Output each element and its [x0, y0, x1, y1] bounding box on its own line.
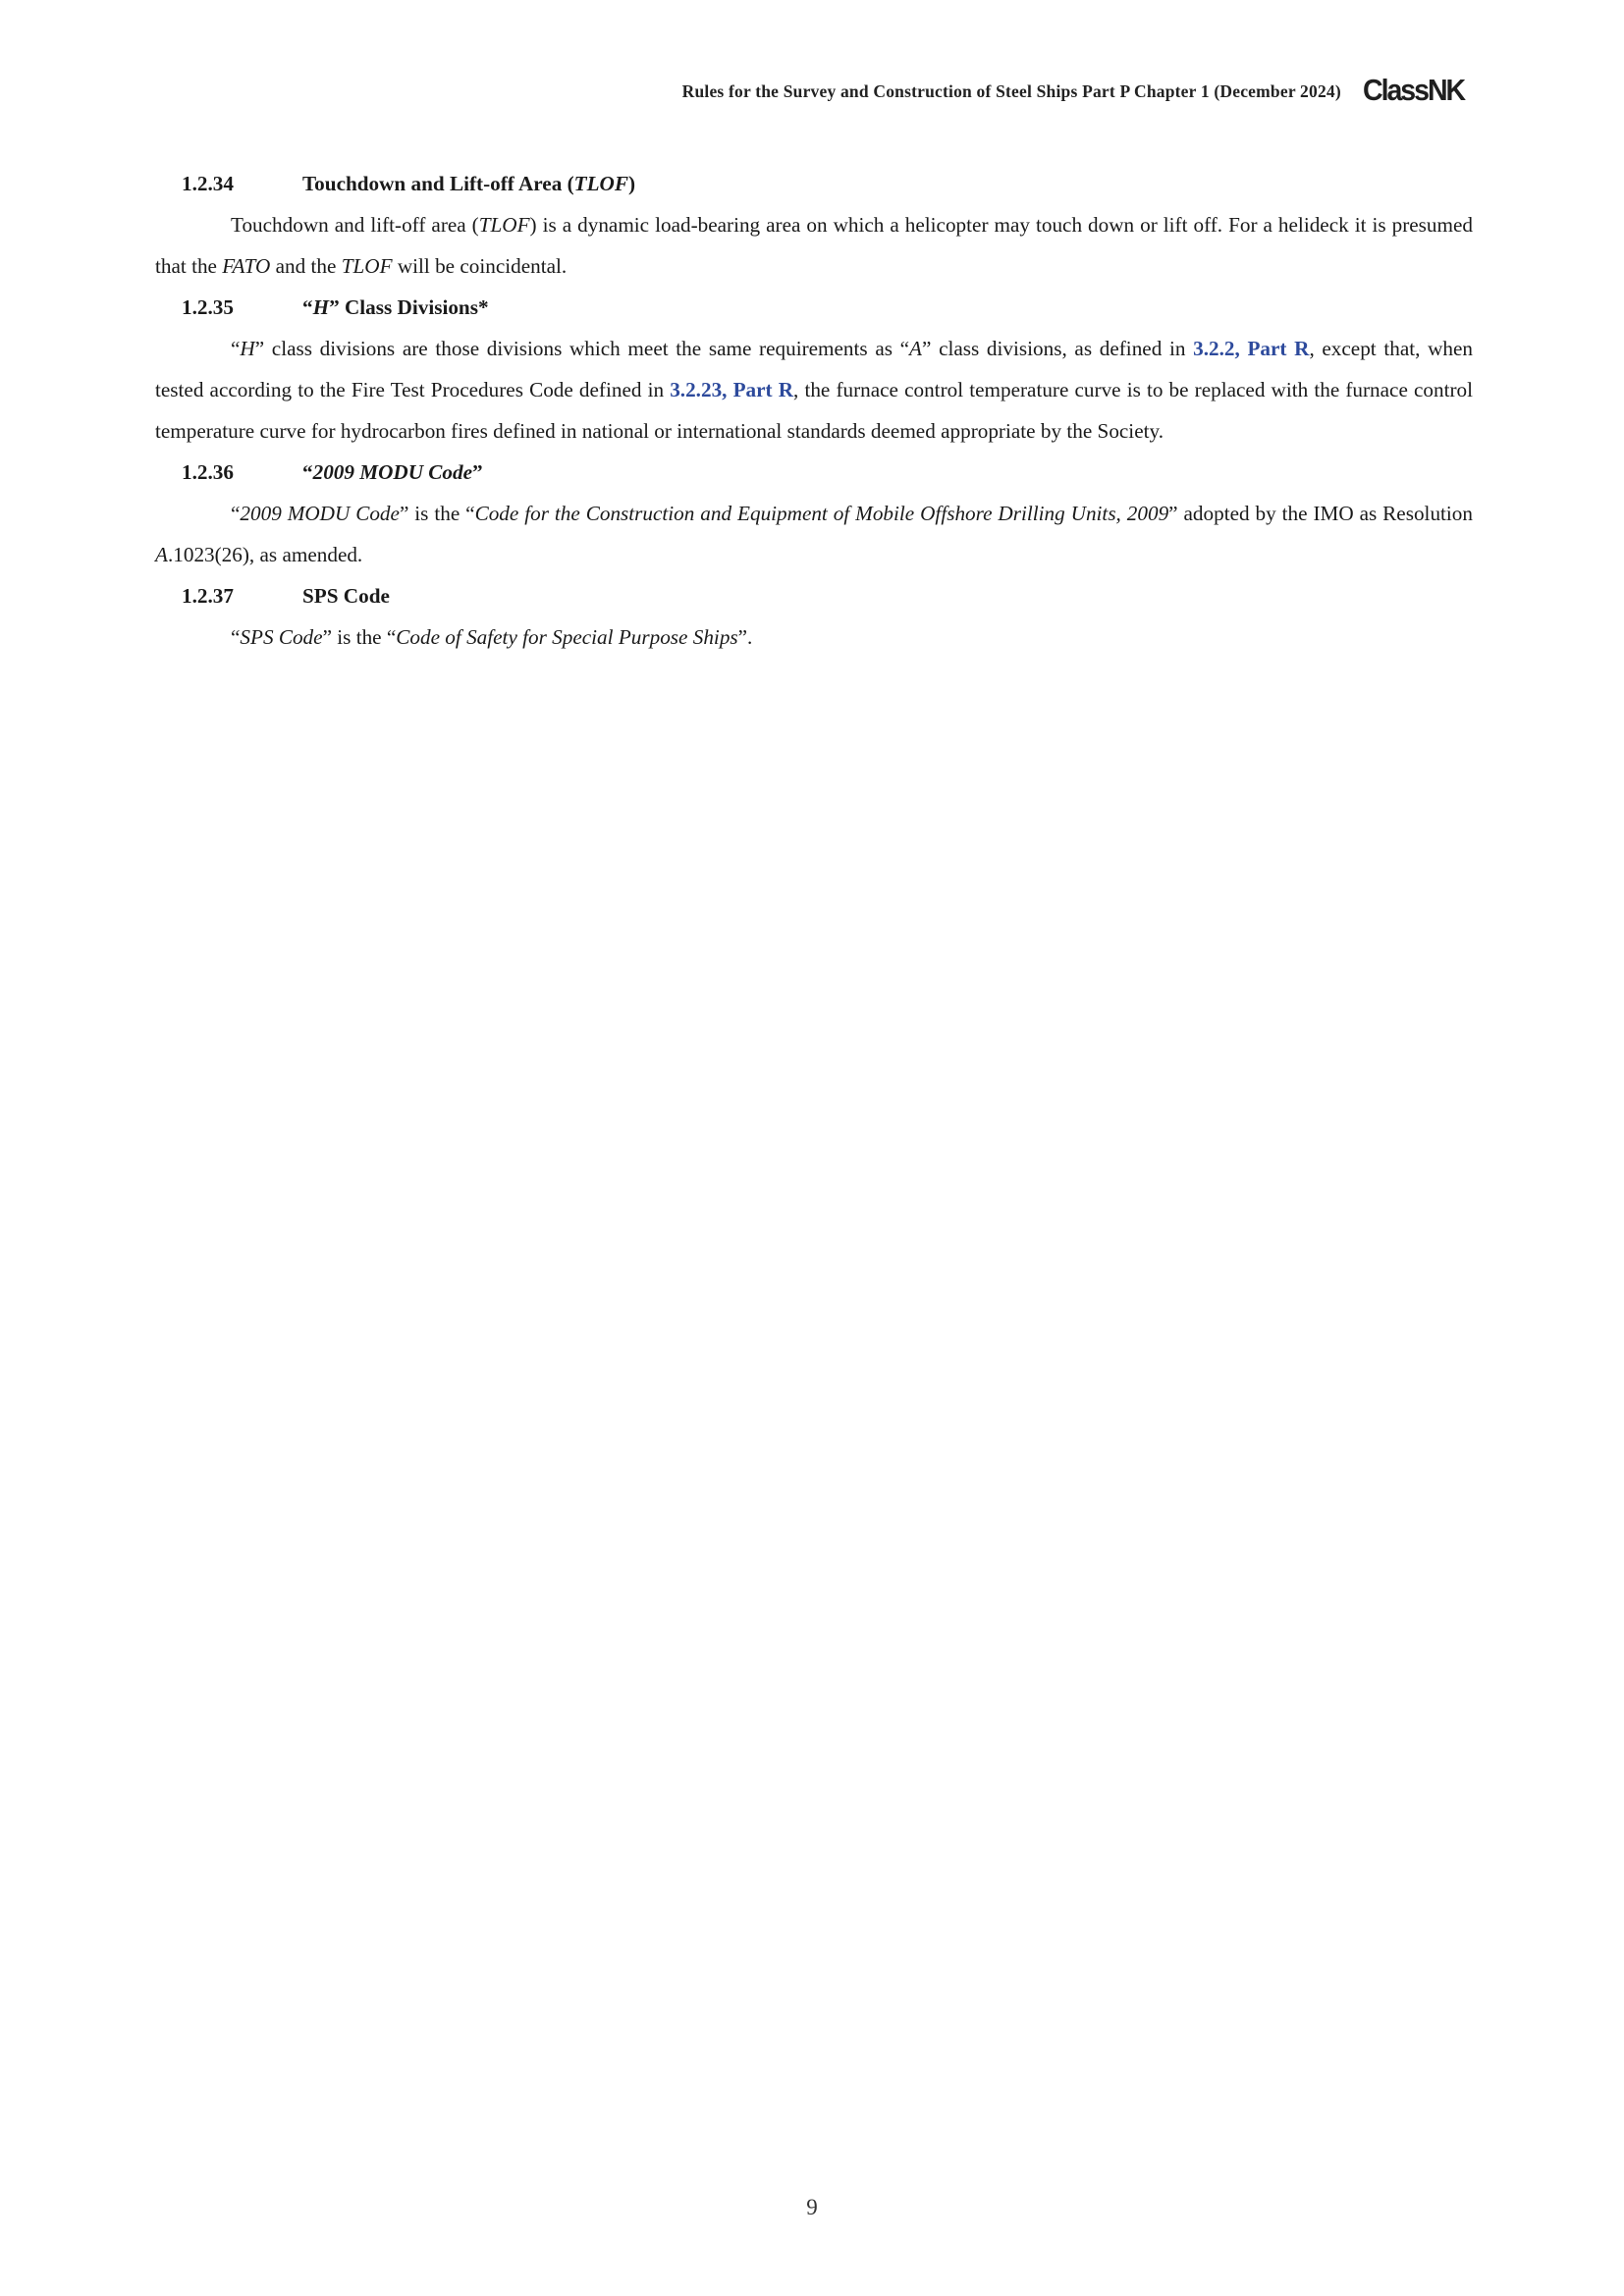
section-heading — [155, 452, 1473, 493]
section-paragraph: “H” class divisions are those divisions which meet the same requirements as “A” class divisions, as defined in 3.2.2, Part R, except that, when tested according to the Fire Test Procedures Code defined in 3.2.23, Part R, the furnace control temperature curve is to be replaced with the furnace control temperature curve for hydrocarbon fires defined in national or international standards deemed appropriate by the Society. — [155, 337, 1474, 443]
document-title: Rules for the Survey and Construction of Steel Ships Part P Chapter 1 (December 2024) — [681, 81, 1341, 101]
section-number: 1.2.36 — [182, 460, 234, 484]
classnk-logo: ClassNK — [1362, 73, 1465, 107]
page-header — [681, 73, 1473, 107]
section-paragraph: Touchdown and lift-off area (TLOF) is a dynamic load-bearing area on which a helicopter may touch down or lift off. For a helideck it is presumed that the FATO and the TLOF will be coincidental. — [155, 213, 1473, 278]
section-heading — [155, 287, 1473, 328]
section-paragraph: “2009 MODU Code” is the “Code for the Construction and Equipment of Mobile Offshore Drilling Units, 2009” adopted by the IMO as Resolution A.1023(26), as amended. — [155, 502, 1473, 566]
section-number: 1.2.37 — [182, 584, 234, 608]
cross-reference-link[interactable]: 3.2.2, Part R — [1193, 337, 1310, 360]
section-number: 1.2.34 — [182, 172, 234, 195]
section-1-2-37 — [155, 575, 1473, 658]
section-1-2-36 — [155, 452, 1473, 575]
section-title: “H” Class Divisions* — [302, 295, 489, 319]
section-1-2-35 — [155, 287, 1473, 452]
section-number: 1.2.35 — [182, 295, 234, 319]
section-title: “2009 MODU Code” — [302, 460, 483, 484]
section-paragraph: “SPS Code” is the “Code of Safety for Special Purpose Ships”. — [231, 625, 753, 649]
section-1-2-34 — [155, 163, 1473, 287]
cross-reference-link[interactable]: 3.2.23, Part R — [670, 378, 794, 401]
document-body — [155, 163, 1473, 658]
section-heading — [155, 163, 1473, 204]
section-title: SPS Code — [302, 584, 390, 608]
page-number: 9 — [806, 2195, 818, 2219]
section-title: Touchdown and Lift-off Area (TLOF) — [302, 172, 636, 195]
section-heading — [155, 575, 1473, 616]
